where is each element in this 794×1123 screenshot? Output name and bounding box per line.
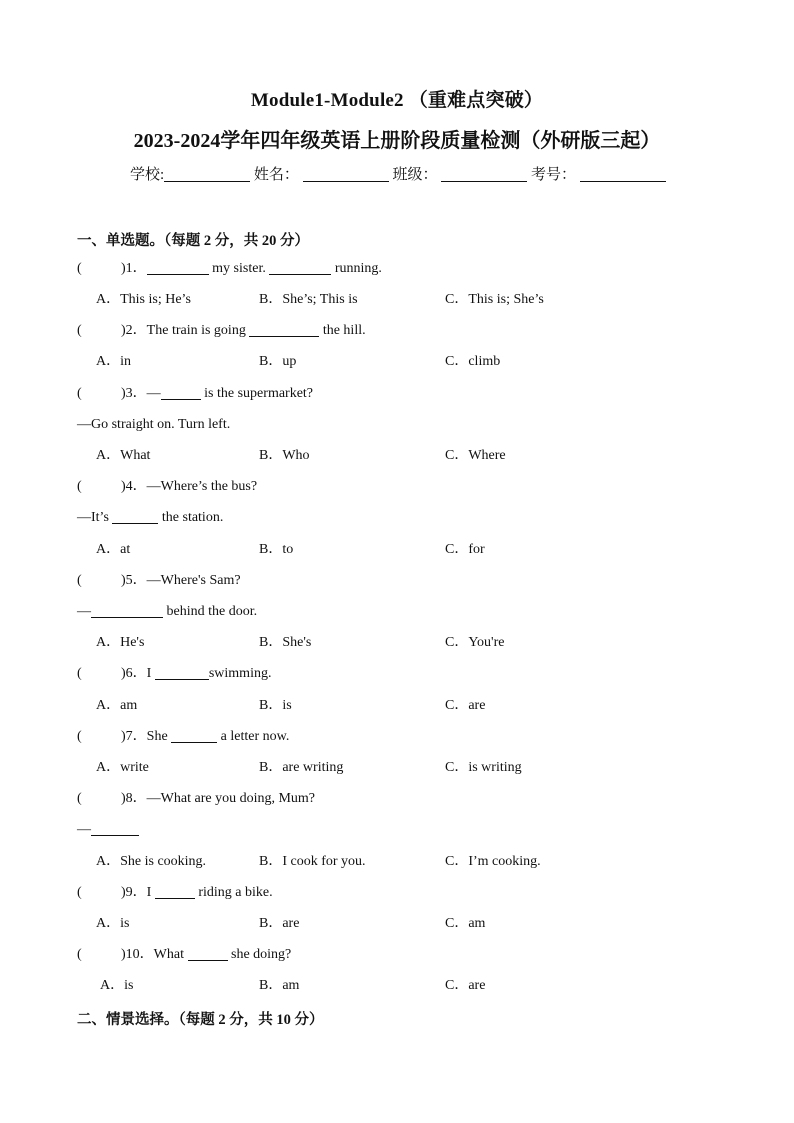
section-1-heading: 一、单选题。（每题 2 分，共 20 分） xyxy=(77,233,309,249)
option-c[interactable]: C．is writing xyxy=(445,760,522,775)
option-b[interactable]: B．are xyxy=(259,916,300,931)
blank xyxy=(91,602,163,618)
blank xyxy=(188,945,228,961)
option-b[interactable]: B．Who xyxy=(259,448,310,463)
answer-paren[interactable]: ( xyxy=(77,386,82,401)
option-c[interactable]: C．are xyxy=(445,698,486,713)
answer-paren[interactable]: ( xyxy=(77,885,82,900)
option-b[interactable]: B．are writing xyxy=(259,760,344,775)
blank xyxy=(269,259,331,275)
option-b[interactable]: B．up xyxy=(259,354,297,369)
answer-paren[interactable]: ( xyxy=(77,479,82,494)
option-b[interactable]: B．is xyxy=(259,698,292,713)
option-c[interactable]: C．Where xyxy=(445,448,506,463)
blank xyxy=(161,384,201,400)
section-2-heading: 二、情景选择。（每题 2 分，共 10 分） xyxy=(77,1012,324,1028)
option-a[interactable]: A．am xyxy=(96,698,138,713)
question-10: ( )10．What she doing? xyxy=(77,945,291,965)
option-a[interactable]: A．at xyxy=(96,542,131,557)
option-a[interactable]: A．write xyxy=(96,760,149,775)
answer-paren[interactable]: ( xyxy=(77,947,82,962)
answer-paren[interactable]: ( xyxy=(77,323,82,338)
option-a[interactable]: A．This is; He’s xyxy=(96,292,191,307)
school-blank[interactable] xyxy=(164,167,250,182)
question-5-reply: — behind the door. xyxy=(77,604,258,619)
option-a[interactable]: A．is xyxy=(96,916,130,931)
option-c[interactable]: C．This is; She’s xyxy=(445,292,544,307)
option-b[interactable]: B．am xyxy=(259,978,300,993)
exam-number-blank[interactable] xyxy=(580,167,666,182)
school-label: 学校: xyxy=(130,167,165,183)
option-c[interactable]: C．for xyxy=(445,542,485,557)
blank xyxy=(171,727,217,743)
question-7: ( )7．She a letter now. xyxy=(77,727,289,747)
option-a[interactable]: A．in xyxy=(96,354,131,369)
question-4: ( )4．—Where’s the bus? xyxy=(77,477,257,497)
question-8: ( )8．—What are you doing, Mum? xyxy=(77,789,315,809)
class-label: 班级： xyxy=(392,167,438,183)
student-info-row xyxy=(130,163,666,184)
answer-paren[interactable]: ( xyxy=(77,261,82,276)
option-c[interactable]: C．are xyxy=(445,978,486,993)
class-blank[interactable] xyxy=(441,167,527,182)
blank xyxy=(91,820,139,836)
option-a[interactable]: A．is xyxy=(100,978,134,993)
exam-number-label: 考号： xyxy=(530,167,576,183)
option-c[interactable]: C．am xyxy=(445,916,486,931)
name-label: 姓名： xyxy=(253,167,299,183)
answer-paren[interactable]: ( xyxy=(77,573,82,588)
question-6: ( )6．I swimming. xyxy=(77,664,271,684)
question-3: ( )3．— is the supermarket? xyxy=(77,384,313,404)
option-b[interactable]: B．I cook for you. xyxy=(259,854,366,869)
option-c[interactable]: C．I’m cooking. xyxy=(445,854,541,869)
blank xyxy=(249,321,319,337)
question-3-reply: —Go straight on. Turn left. xyxy=(77,417,231,432)
option-a[interactable]: A．He's xyxy=(96,635,145,650)
question-5: ( )5．—Where's Sam? xyxy=(77,571,241,591)
blank xyxy=(155,664,209,680)
answer-paren[interactable]: ( xyxy=(77,791,82,806)
name-blank[interactable] xyxy=(303,167,389,182)
option-b[interactable]: B．She's xyxy=(259,635,312,650)
option-a[interactable]: A．What xyxy=(96,448,151,463)
page-subtitle: 2023-2024学年四年级英语上册阶段质量检测（外研版三起） xyxy=(133,130,661,152)
blank xyxy=(155,883,195,899)
option-c[interactable]: C．You're xyxy=(445,635,505,650)
blank xyxy=(147,259,209,275)
answer-paren[interactable]: ( xyxy=(77,729,82,744)
option-b[interactable]: B．to xyxy=(259,542,294,557)
question-4-reply: —It’s the station. xyxy=(77,510,224,525)
option-a[interactable]: A．She is cooking. xyxy=(96,854,207,869)
blank xyxy=(112,508,158,524)
option-b[interactable]: B．She’s; This is xyxy=(259,292,358,307)
question-9: ( )9．I riding a bike. xyxy=(77,883,273,903)
question-2: ( )2．The train is going the hill. xyxy=(77,321,366,341)
page-title: Module1-Module2 （重难点突破） xyxy=(250,90,544,111)
question-1: ( )1． my sister. running. xyxy=(77,259,382,279)
answer-paren[interactable]: ( xyxy=(77,666,82,681)
option-c[interactable]: C．climb xyxy=(445,354,501,369)
question-8-reply: — xyxy=(77,820,139,840)
